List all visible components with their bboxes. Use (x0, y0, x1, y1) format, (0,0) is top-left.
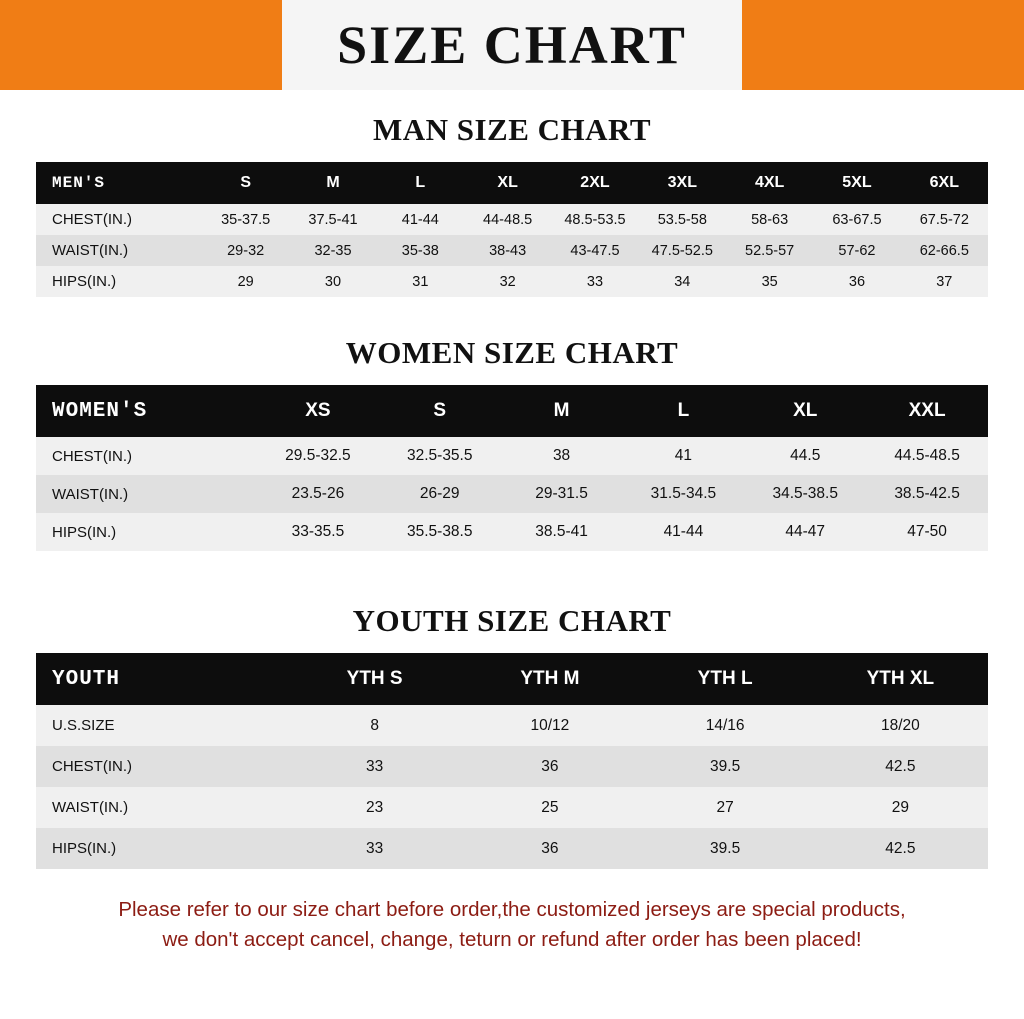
man-chest-6: 58-63 (726, 204, 813, 235)
women-hips-2: 38.5-41 (501, 513, 623, 551)
women-col-2: M (501, 385, 623, 437)
man-hips-6: 35 (726, 266, 813, 297)
man-row-header-label: MEN'S (36, 162, 202, 204)
women-table-body (36, 437, 988, 551)
youth-chest-0: 33 (287, 746, 462, 787)
women-waist-2: 29-31.5 (501, 475, 623, 513)
man-waist-8: 62-66.5 (901, 235, 988, 266)
youth-ussize-2: 14/16 (638, 705, 813, 746)
women-col-5: XXL (866, 385, 988, 437)
man-section-title: MAN SIZE CHART (372, 112, 652, 147)
youth-ussize-0: 8 (287, 705, 462, 746)
man-chest-4: 48.5-53.5 (551, 204, 638, 235)
man-col-2: L (377, 162, 464, 204)
women-row-header-label: WOMEN'S (36, 385, 257, 437)
table-row (36, 437, 988, 475)
youth-waist-3: 29 (813, 787, 988, 828)
table-row (36, 828, 988, 869)
women-waist-0: 23.5-26 (257, 475, 379, 513)
man-row-label-chest: CHEST(IN.) (36, 204, 202, 235)
man-col-3: XL (464, 162, 551, 204)
youth-ussize-1: 10/12 (462, 705, 637, 746)
youth-hips-2: 39.5 (638, 828, 813, 869)
man-waist-1: 32-35 (289, 235, 376, 266)
women-size-table (36, 385, 988, 551)
table-row (36, 746, 988, 787)
table-row (36, 513, 988, 551)
youth-section-title: YOUTH SIZE CHART (352, 603, 672, 638)
women-chest-3: 41 (622, 437, 744, 475)
table-row (36, 475, 988, 513)
policy-note (36, 895, 988, 954)
table-header-row (36, 653, 988, 705)
man-size-table (36, 162, 988, 297)
man-chest-7: 63-67.5 (813, 204, 900, 235)
man-row-label-hips: HIPS(IN.) (36, 266, 202, 297)
table-row (36, 705, 988, 746)
women-hips-1: 35.5-38.5 (379, 513, 501, 551)
women-section-title: WOMEN SIZE CHART (345, 335, 679, 370)
man-col-4: 2XL (551, 162, 638, 204)
policy-note-line-1: Please refer to our size chart before order,the customized jerseys are special products, (118, 898, 906, 921)
women-chest-5: 44.5-48.5 (866, 437, 988, 475)
man-waist-7: 57-62 (813, 235, 900, 266)
women-row-label-waist: WAIST(IN.) (36, 475, 257, 513)
women-table-head (36, 385, 988, 437)
man-hips-3: 32 (464, 266, 551, 297)
women-row-label-hips: HIPS(IN.) (36, 513, 257, 551)
women-col-1: S (379, 385, 501, 437)
women-chest-1: 32.5-35.5 (379, 437, 501, 475)
youth-table-head (36, 653, 988, 705)
women-col-0: XS (257, 385, 379, 437)
youth-row-label-ussize: U.S.SIZE (36, 705, 287, 746)
women-hips-0: 33-35.5 (257, 513, 379, 551)
table-header-row (36, 385, 988, 437)
youth-waist-0: 23 (287, 787, 462, 828)
man-table-body (36, 204, 988, 297)
youth-size-section (0, 603, 1024, 869)
women-waist-5: 38.5-42.5 (866, 475, 988, 513)
man-hips-1: 30 (289, 266, 376, 297)
man-hips-0: 29 (202, 266, 289, 297)
man-hips-7: 36 (813, 266, 900, 297)
youth-ussize-3: 18/20 (813, 705, 988, 746)
women-chest-4: 44.5 (744, 437, 866, 475)
youth-row-label-waist: WAIST(IN.) (36, 787, 287, 828)
youth-col-2: YTH L (638, 653, 813, 705)
page-title: SIZE CHART (337, 15, 687, 75)
youth-col-1: YTH M (462, 653, 637, 705)
youth-hips-0: 33 (287, 828, 462, 869)
man-chest-8: 67.5-72 (901, 204, 988, 235)
youth-row-label-chest: CHEST(IN.) (36, 746, 287, 787)
man-col-6: 4XL (726, 162, 813, 204)
policy-note-line-2: we don't accept cancel, change, teturn or refund after order has been placed! (162, 927, 862, 951)
header-banner (0, 0, 1024, 90)
man-hips-4: 33 (551, 266, 638, 297)
man-size-section (0, 112, 1024, 297)
youth-col-0: YTH S (287, 653, 462, 705)
youth-col-3: YTH XL (813, 653, 988, 705)
table-header-row (36, 162, 988, 204)
youth-chest-2: 39.5 (638, 746, 813, 787)
women-waist-1: 26-29 (379, 475, 501, 513)
youth-row-label-hips: HIPS(IN.) (36, 828, 287, 869)
table-row (36, 204, 988, 235)
women-hips-3: 41-44 (622, 513, 744, 551)
women-hips-4: 44-47 (744, 513, 866, 551)
women-chest-0: 29.5-32.5 (257, 437, 379, 475)
man-col-5: 3XL (639, 162, 726, 204)
youth-chest-1: 36 (462, 746, 637, 787)
man-chest-0: 35-37.5 (202, 204, 289, 235)
women-col-3: L (622, 385, 744, 437)
man-hips-5: 34 (639, 266, 726, 297)
man-waist-2: 35-38 (377, 235, 464, 266)
man-col-8: 6XL (901, 162, 988, 204)
youth-waist-2: 27 (638, 787, 813, 828)
man-waist-0: 29-32 (202, 235, 289, 266)
youth-size-table (36, 653, 988, 869)
man-waist-5: 47.5-52.5 (639, 235, 726, 266)
man-col-0: S (202, 162, 289, 204)
women-col-4: XL (744, 385, 866, 437)
man-chest-2: 41-44 (377, 204, 464, 235)
man-chest-5: 53.5-58 (639, 204, 726, 235)
youth-waist-1: 25 (462, 787, 637, 828)
man-waist-4: 43-47.5 (551, 235, 638, 266)
man-col-7: 5XL (813, 162, 900, 204)
youth-table-body (36, 705, 988, 869)
man-chest-3: 44-48.5 (464, 204, 551, 235)
youth-hips-1: 36 (462, 828, 637, 869)
youth-row-header-label: YOUTH (36, 653, 287, 705)
man-row-label-waist: WAIST(IN.) (36, 235, 202, 266)
table-row (36, 266, 988, 297)
table-row (36, 787, 988, 828)
women-hips-5: 47-50 (866, 513, 988, 551)
table-row (36, 235, 988, 266)
man-chest-1: 37.5-41 (289, 204, 376, 235)
man-hips-8: 37 (901, 266, 988, 297)
women-waist-3: 31.5-34.5 (622, 475, 744, 513)
man-hips-2: 31 (377, 266, 464, 297)
women-row-label-chest: CHEST(IN.) (36, 437, 257, 475)
youth-hips-3: 42.5 (813, 828, 988, 869)
women-chest-2: 38 (501, 437, 623, 475)
youth-chest-3: 42.5 (813, 746, 988, 787)
man-col-1: M (289, 162, 376, 204)
man-table-head (36, 162, 988, 204)
women-size-section (0, 335, 1024, 551)
women-waist-4: 34.5-38.5 (744, 475, 866, 513)
man-waist-6: 52.5-57 (726, 235, 813, 266)
man-waist-3: 38-43 (464, 235, 551, 266)
